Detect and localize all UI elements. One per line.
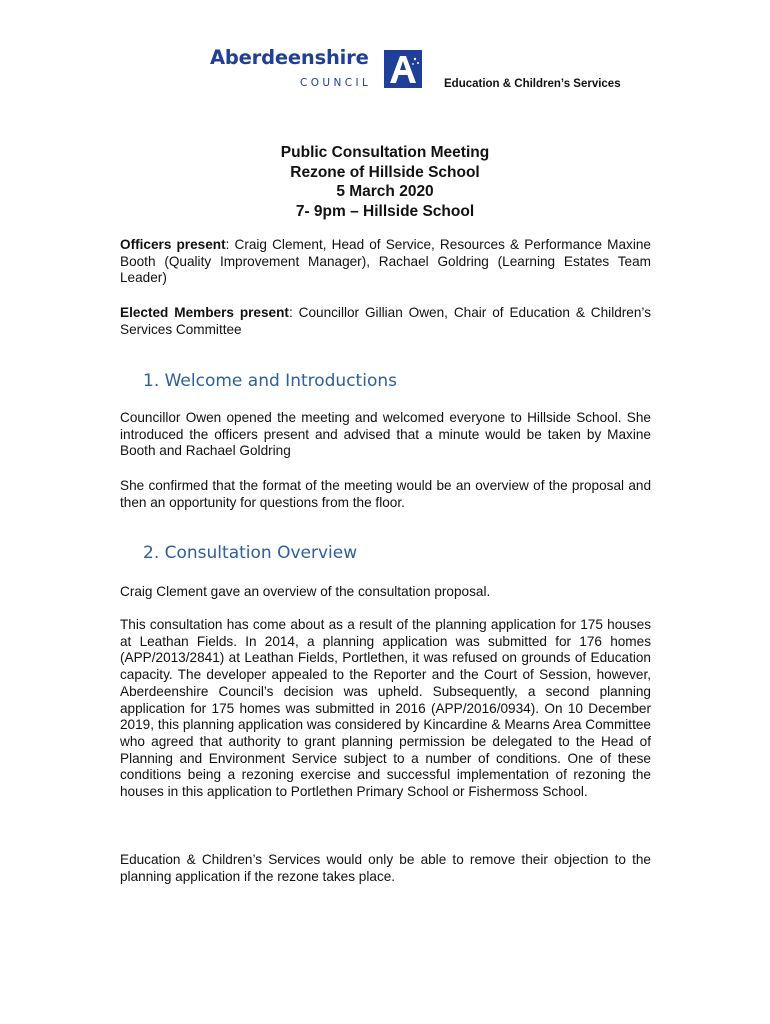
department-name: Education & Children’s Services — [444, 78, 621, 90]
council-logo — [208, 46, 448, 96]
logo-sub: COUNCIL — [300, 77, 372, 89]
section-2-paragraph-3: Education & Children’s Services would only be able to remove their objection to the planning application if the rezone takes place. — [120, 852, 651, 884]
section-1-heading: 1. Welcome and Introductions — [143, 371, 397, 391]
section-2-heading: 2. Consultation Overview — [143, 543, 358, 563]
section-2-paragraph-1: Craig Clement gave an overview of the consultation proposal. — [120, 584, 491, 599]
members-label: Elected Members present — [120, 305, 289, 320]
members-present — [120, 305, 651, 338]
title-line-3: 5 March 2020 — [336, 183, 434, 201]
section-1-paragraph-2: She confirmed that the format of the meeting would be an overview of the proposal and then an opportunity for questions from the floor. — [120, 478, 651, 510]
officers-text: : Craig Clement, Head of Service, Resources & Performance Maxine Booth (Quality Improvement Manager), Rachael Goldring (Learning Estates Team Leader) — [120, 237, 651, 286]
logo-name: Aberdeenshire — [210, 46, 369, 69]
officers-label: Officers present — [120, 237, 226, 252]
section-1-paragraph-1: Councillor Owen opened the meeting and welcomed everyone to Hillside School. She introduced the officers present and advised that a minute would be taken by Maxine Booth and Rachael Goldring — [120, 410, 651, 459]
title-line-4: 7- 9pm – Hillside School — [295, 202, 475, 220]
aberdeenshire-a-logo-icon — [384, 50, 422, 88]
officers-present — [120, 237, 651, 287]
section-2-paragraph-2: This consultation has come about as a result of the planning application for 175 houses at Leathan Fields. In 2014, a planning application was submitted for 176 homes (APP/2013/2841) at Leathan Fields, Portlethen, it was refused on grounds of Education capacity. The developer appealed to the Reporter and the Court of Session, however, Aberdeenshire Council’s decision was upheld. Subsequently, a second planning application for 175 homes was submitted in 2016 (APP/2016/0934). On 10 December 2019, this planning application was considered by Kincardine & Mearns Area Committee who agreed that authority to grant planning permission be delegated to the Head of Planning and Environment Service subject to a number of conditions. One of these conditions being a rezoning exercise and successful implementation of rezoning the houses in this application to Portlethen Primary School or Fishermoss School. — [120, 617, 651, 800]
document-title — [120, 143, 650, 221]
members-text: : Councillor Gillian Owen, Chair of Education & Children’s Services Committee — [120, 305, 651, 337]
title-line-1: Public Consultation Meeting — [280, 144, 490, 161]
title-line-2: Rezone of Hillside School — [290, 163, 480, 181]
